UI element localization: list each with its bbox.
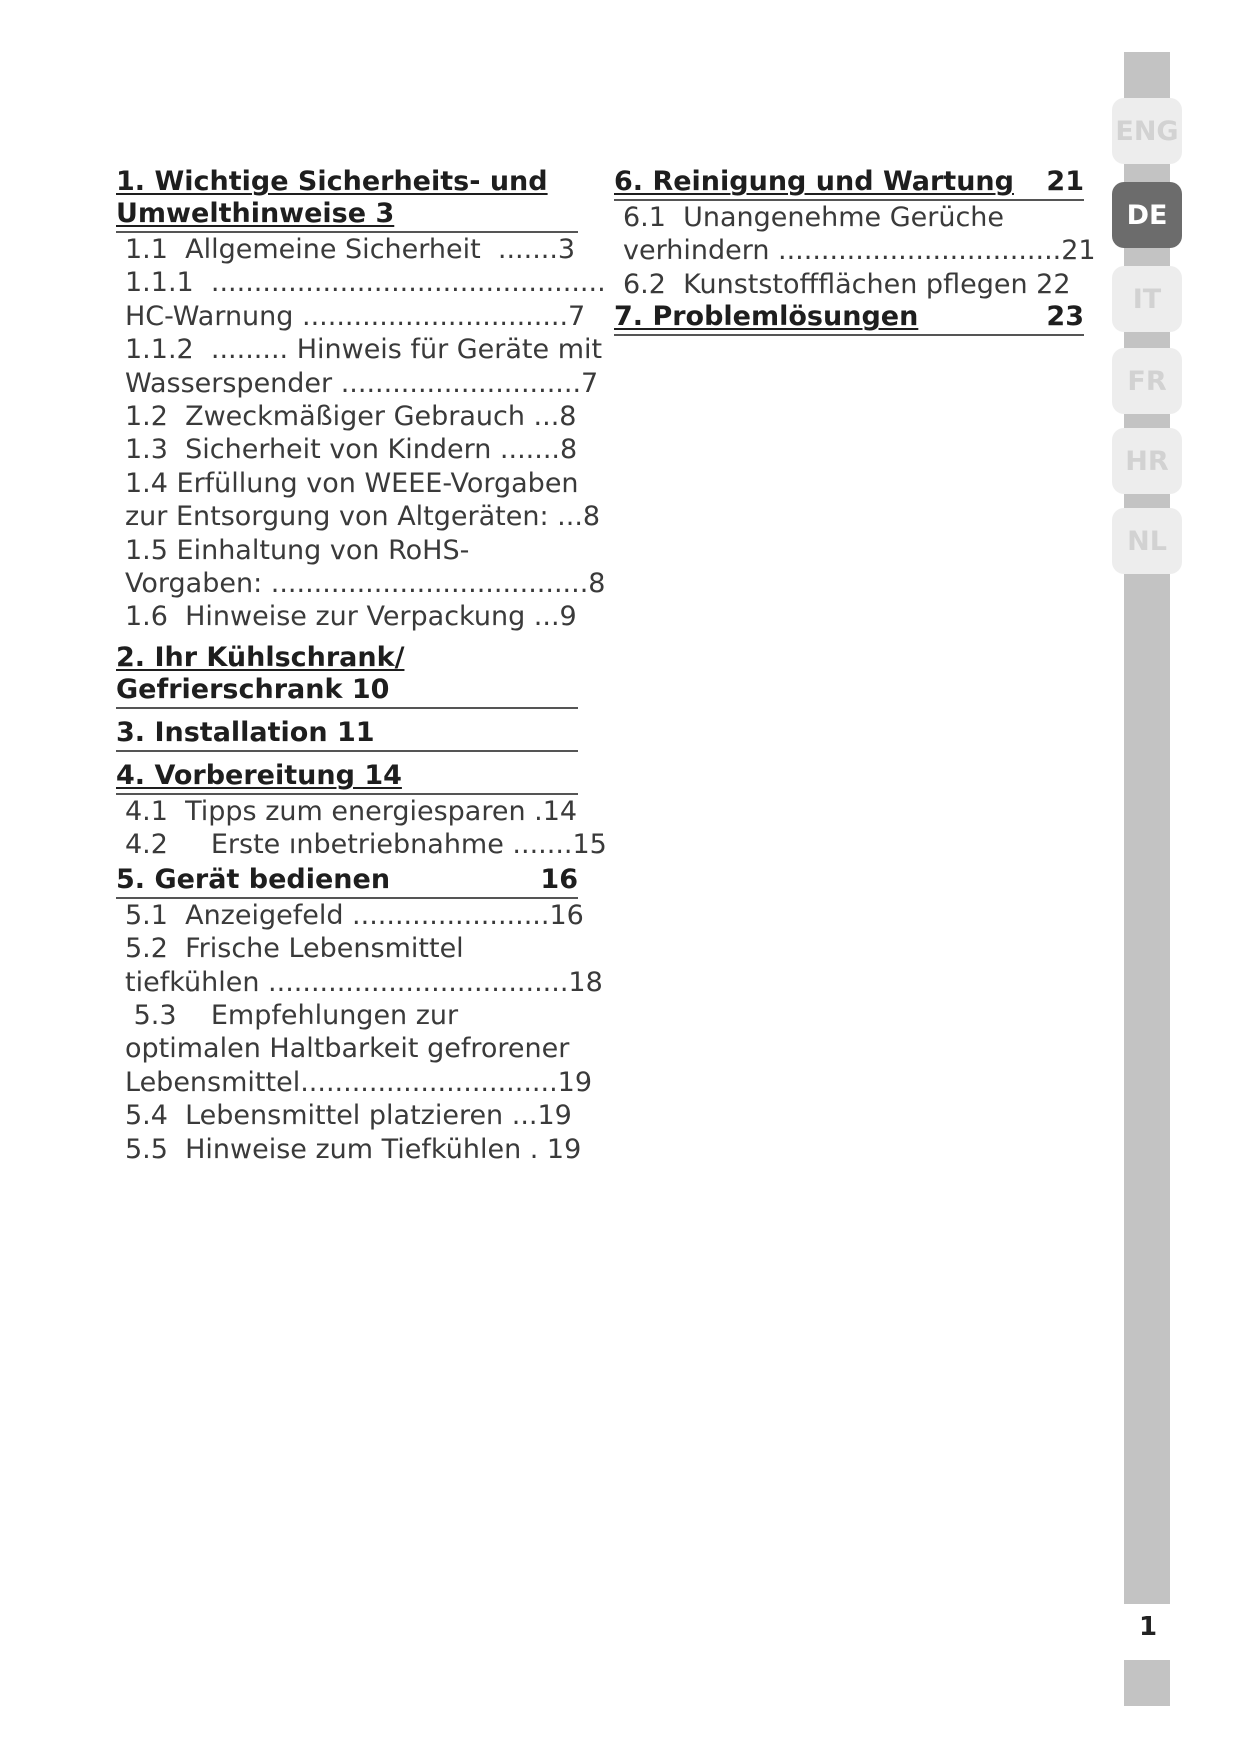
toc-entry[interactable]: 1.1.2 ......... Hinweis für Geräte mit bbox=[125, 334, 603, 366]
toc-entry[interactable]: 1.6 Hinweise zur Verpackung ...9 bbox=[125, 601, 577, 633]
language-tab-it[interactable]: IT bbox=[1112, 266, 1182, 332]
language-tab-eng[interactable]: ENG bbox=[1112, 98, 1182, 164]
language-tab-nl[interactable]: NL bbox=[1112, 508, 1182, 574]
toc-heading-line: 4. Vorbereitung 14 bbox=[116, 759, 402, 791]
toc-entry[interactable]: Wasserspender ............................7 bbox=[125, 367, 599, 399]
toc-entry[interactable]: Lebensmittel..............................19 bbox=[125, 1066, 593, 1098]
toc-entry[interactable]: 5.2 Frische Lebensmittel bbox=[125, 933, 464, 965]
toc-heading-title: 7. Problemlösungen bbox=[614, 301, 919, 333]
toc-heading-section-7[interactable] bbox=[614, 301, 1084, 336]
language-tab-fr[interactable]: FR bbox=[1112, 348, 1182, 414]
toc-entry[interactable]: verhindern .................................21 bbox=[623, 235, 1096, 267]
toc-items-section-5 bbox=[116, 899, 603, 1166]
toc-heading-section-5[interactable] bbox=[116, 864, 578, 899]
toc-heading-page: 23 bbox=[1046, 301, 1084, 333]
toc-heading-line: Umwelthinweise 3 bbox=[116, 198, 395, 229]
toc-heading-title: 5. Gerät bedienen bbox=[116, 863, 391, 895]
toc-entry[interactable]: 4.2 Erste ınbetriebnahme .......15 bbox=[125, 829, 607, 861]
toc-entry[interactable]: 1.4 Erfüllung von WEEE-Vorgaben bbox=[125, 467, 579, 499]
toc-entry[interactable]: HC-Warnung ...............................7 bbox=[125, 300, 586, 332]
page-number: 1 bbox=[1138, 1612, 1158, 1642]
toc-items-section-1 bbox=[116, 233, 606, 634]
toc-entry[interactable]: 4.1 Tipps zum energiesparen .14 bbox=[125, 795, 578, 827]
toc-heading-line: Gefrierschrank 10 bbox=[116, 673, 390, 705]
toc-entry[interactable]: 5.3 Empfehlungen zur bbox=[125, 999, 459, 1031]
toc-entry[interactable]: 6.2 Kunststoffflächen pflegen 22 bbox=[623, 268, 1071, 300]
toc-items-section-4 bbox=[116, 795, 607, 862]
toc-heading-page: 21 bbox=[1046, 166, 1084, 197]
toc-entry[interactable]: 1.2 Zweckmäßiger Gebrauch ...8 bbox=[125, 401, 577, 433]
toc-heading-line: 3. Installation 11 bbox=[116, 716, 375, 748]
toc-entry[interactable]: 5.5 Hinweise zum Tiefkühlen . 19 bbox=[125, 1133, 582, 1165]
toc-entry[interactable]: 1.3 Sicherheit von Kindern .......8 bbox=[125, 434, 578, 466]
toc-heading-page: 16 bbox=[540, 863, 578, 895]
toc-heading-line: 1. Wichtige Sicherheits- und bbox=[116, 166, 548, 197]
toc-entry[interactable]: 1.1.1 .............................................. bbox=[125, 267, 606, 299]
toc-entry[interactable]: tiefkühlen ...................................18 bbox=[125, 966, 603, 998]
toc-heading-section-3[interactable] bbox=[116, 717, 578, 752]
toc-left-column bbox=[116, 166, 607, 1166]
toc-entry[interactable]: 5.4 Lebensmittel platzieren ...19 bbox=[125, 1100, 572, 1132]
language-tab-hr[interactable]: HR bbox=[1112, 428, 1182, 494]
toc-heading-section-6[interactable] bbox=[614, 166, 1084, 201]
footer-block bbox=[1124, 1660, 1170, 1706]
toc-heading-section-1[interactable] bbox=[116, 166, 578, 233]
toc-entry[interactable]: optimalen Haltbarkeit gefrorener bbox=[125, 1033, 570, 1065]
toc-entry[interactable]: 6.1 Unangenehme Gerüche bbox=[623, 202, 1005, 233]
toc-heading-section-4[interactable] bbox=[116, 760, 578, 795]
toc-right-column bbox=[614, 166, 1096, 336]
language-tab-de[interactable]: DE bbox=[1112, 182, 1182, 248]
toc-items-section-6 bbox=[614, 201, 1096, 301]
toc-heading-title: 6. Reinigung und Wartung bbox=[614, 166, 1014, 197]
toc-entry[interactable]: zur Entsorgung von Altgeräten: ...8 bbox=[125, 501, 601, 533]
toc-entry[interactable]: 1.5 Einhaltung von RoHS- bbox=[125, 534, 470, 566]
toc-entry[interactable]: 5.1 Anzeigefeld .......................16 bbox=[125, 899, 584, 931]
toc-heading-line: 2. Ihr Kühlschrank/ bbox=[116, 641, 405, 673]
toc-entry[interactable]: 1.1 Allgemeine Sicherheit .......3 bbox=[125, 234, 576, 265]
toc-entry[interactable]: Vorgaben: .....................................8 bbox=[125, 568, 606, 600]
toc-heading-section-2[interactable] bbox=[116, 642, 578, 709]
